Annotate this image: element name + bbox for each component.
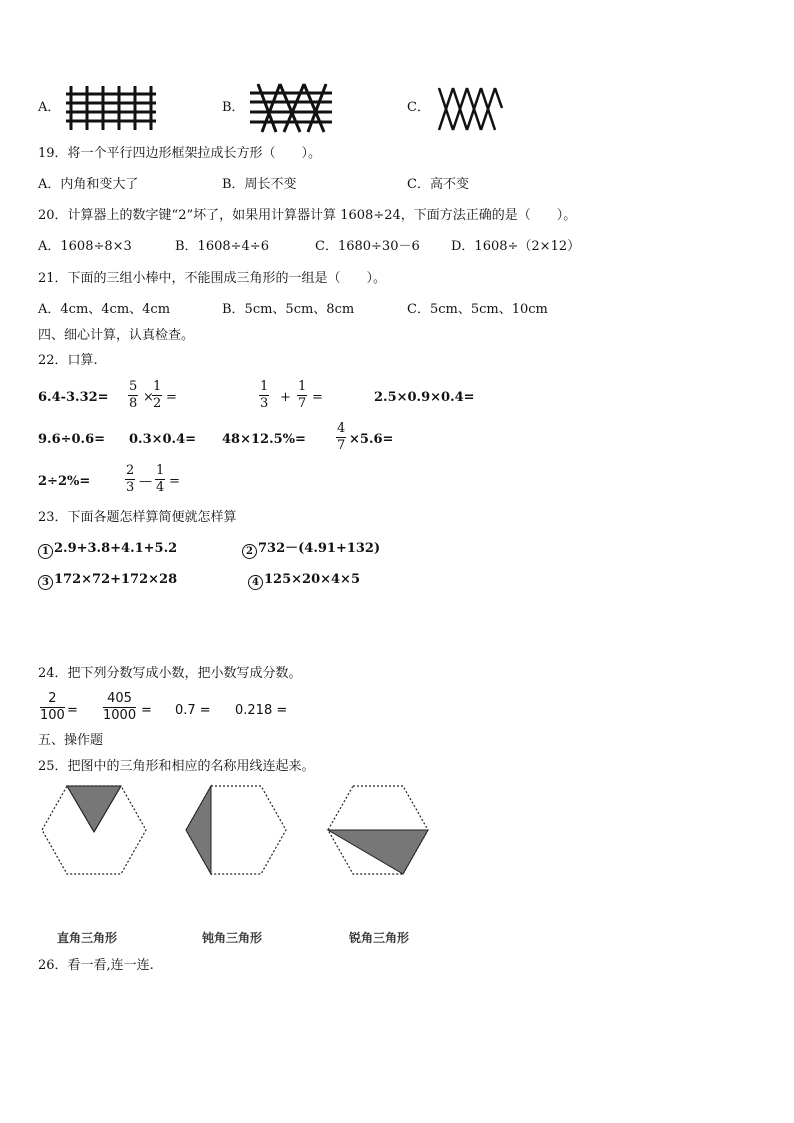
q22-item-10-frac-2: $\frac{1}{4}$: [156, 463, 165, 495]
q22-item-2-eq: =: [166, 390, 177, 405]
q26-question: 26．看一看,连一连.: [38, 958, 154, 973]
q25-label-acute-triangle: 锐角三角形: [349, 931, 410, 945]
q23-item-1: 1 2.9+3.8+4.1+5.2: [38, 541, 177, 559]
q21-question: 21．下面的三组小棒中，不能围成三角形的一组是（ ）。: [38, 271, 387, 286]
q22-item-8-tail: ×5.6=: [349, 432, 394, 447]
q22-item-10-frac-1: $\frac{2}{3}$: [126, 463, 135, 495]
q23-item-3: 3 172×72+172×28: [38, 572, 177, 590]
q19-option-c: C．高不变: [407, 177, 469, 192]
q22-item-1: 6.4-3.32=: [38, 390, 109, 405]
q21-option-c: C．5cm、5cm、10cm: [407, 302, 548, 317]
q20-option-d: D．1608÷（2×12）: [451, 239, 581, 254]
q18-option-a-letter: A．: [38, 100, 61, 115]
section-5-title: 五、操作题: [38, 733, 104, 748]
q22-item-8-frac: $\frac{4}{7}$: [337, 421, 346, 453]
q23-item-4: 4 125×20×4×5: [248, 572, 360, 590]
q25-hexagon-2: [182, 783, 292, 877]
q20-option-a: A．1608÷8×3: [38, 239, 132, 254]
q19-option-b: B．周长不变: [222, 177, 297, 192]
q22-item-3-frac-2: $\frac{1}{7}$: [298, 379, 307, 411]
section-4-title: 四、细心计算，认真检查。: [38, 328, 195, 343]
q22-item-2-frac-1: $\frac{5}{8}$: [129, 379, 138, 411]
q24-decimal-1: 0.7 =: [175, 703, 211, 718]
q25-hexagon-3: [324, 783, 434, 877]
q18-option-c-figure: [436, 86, 504, 132]
q18-option-c-letter: C．: [407, 100, 430, 115]
q21-option-a: A．4cm、4cm、4cm: [38, 302, 171, 317]
q20-option-b: B．1608÷4÷6: [175, 239, 269, 254]
q22-item-7: 48×12.5%=: [222, 432, 306, 447]
q22-question: 22．口算.: [38, 353, 98, 368]
q22-item-6: 0.3×0.4=: [129, 432, 197, 447]
q22-item-3-op: +: [280, 390, 291, 405]
q25-question: 25．把图中的三角形和相应的名称用线连起来。: [38, 759, 315, 774]
q22-item-9: 2÷2%=: [38, 474, 91, 489]
q22-item-4: 2.5×0.9×0.4=: [374, 390, 475, 405]
q19-option-a: A．内角和变大了: [38, 177, 139, 192]
q18-option-b-letter: B．: [222, 100, 245, 115]
q23-item-2: 2 732－(4.91+132): [242, 541, 380, 559]
q24-fraction-1-eq: =: [67, 703, 78, 718]
q24-question: 24．把下列分数写成小数，把小数写成分数。: [38, 666, 302, 681]
q18-option-b-figure: [250, 82, 332, 134]
q24-fraction-2: $\frac{405}{1000}$: [103, 691, 137, 723]
q24-fraction-2-eq: =: [141, 703, 152, 718]
q19-question: 19．将一个平行四边形框架拉成长方形（ ）。: [38, 146, 322, 161]
q20-question: 20．计算器上的数字键“2”坏了，如果用计算器计算 1608÷24，下面方法正确的是（ ）。: [38, 208, 577, 223]
q25-label-obtuse-triangle: 钝角三角形: [202, 931, 263, 945]
q24-fraction-1: $\frac{2}{100}$: [40, 691, 65, 723]
q22-item-3-frac-1: $\frac{1}{3}$: [260, 379, 269, 411]
q22-item-10-op: —: [139, 474, 152, 489]
q22-item-2-op: ×: [143, 390, 154, 405]
q18-option-a-figure: [66, 84, 156, 132]
q23-question: 23．下面各题怎样算简便就怎样算: [38, 510, 237, 525]
q20-option-c: C．1680÷30－6: [315, 239, 420, 254]
q24-decimal-2: 0.218 =: [235, 703, 288, 718]
q22-item-2-frac-2: $\frac{1}{2}$: [153, 379, 162, 411]
q22-item-10-eq: =: [169, 474, 180, 489]
q21-option-b: B．5cm、5cm、8cm: [222, 302, 355, 317]
q22-item-3-eq: =: [312, 390, 323, 405]
q25-hexagon-1: [40, 783, 150, 877]
q25-label-right-triangle: 直角三角形: [57, 931, 118, 945]
q22-item-5: 9.6÷0.6=: [38, 432, 106, 447]
